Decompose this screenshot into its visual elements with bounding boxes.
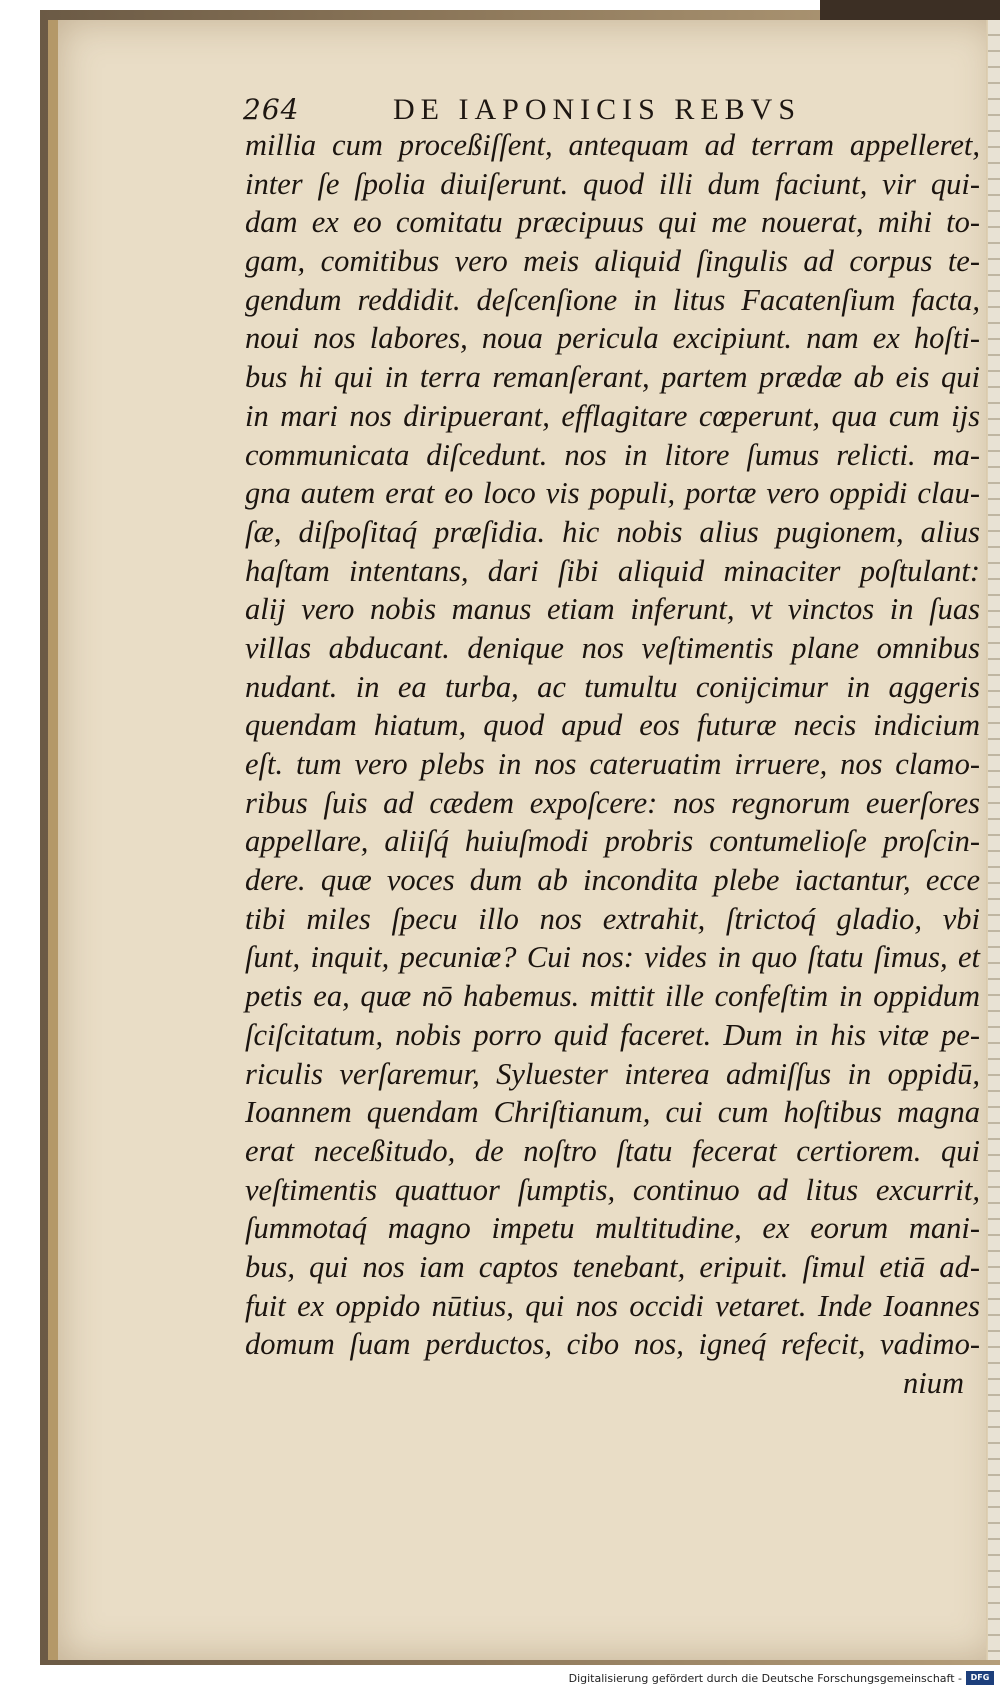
text-line: riculis verſaremur, Syluester interea admiſſus in oppidū, xyxy=(245,1056,980,1091)
text-line: gam, comitibus vero meis aliquid ſingulis ad corpus te- xyxy=(245,244,980,279)
text-line: noui nos labores, noua pericula excipiunt. nam ex hoſti- xyxy=(245,321,980,356)
text-line: domum ſuam perductos, cibo nos, igneq́ refecit, vadimo- xyxy=(245,1327,980,1362)
running-head: DE IAPONICIS REBVS xyxy=(393,93,802,126)
text-line: petis ea, quæ nō habemus. mittit ille confeſtim in oppidum xyxy=(245,979,980,1014)
text-line: tibi miles ſpecu illo nos extrahit, ſtrictoq́ gladio, vbi xyxy=(245,901,980,936)
text-line: inter ſe ſpolia diuiſerunt. quod illi dum faciunt, vir qui- xyxy=(245,166,980,201)
page-number: 264 xyxy=(243,93,300,126)
text-line: gendum reddidit. deſcenſione in litus Facatenſium facta, xyxy=(245,282,980,317)
text-line: dere. quæ voces dum ab incondita plebe iactantur, ecce xyxy=(245,863,980,898)
text-line: erat neceßitudo, de noſtro ſtatu fecerat certiorem. qui xyxy=(245,1133,980,1168)
text-line: bus hi qui in terra remanſerant, partem prædæ ab eis qui xyxy=(245,360,980,395)
body-text xyxy=(245,126,980,1403)
text-line: ſummotaq́ magno impetu multitudine, ex eorum mani- xyxy=(245,1211,980,1246)
text-line: ſunt, inquit, pecuniæ? Cui nos: vides in quo ſtatu ſimus, et xyxy=(245,940,980,975)
text-line: eſt. tum vero plebs in nos cateruatim irruere, nos clamo- xyxy=(245,747,980,781)
text-line: alij vero nobis manus etiam inferunt, vt vinctos in ſuas xyxy=(245,592,980,627)
text-line: millia cum proceßiſſent, antequam ad terram appelleret, xyxy=(245,128,980,162)
text-line: veſtimentis quattuor ſumptis, continuo ad litus excurrit, xyxy=(245,1172,980,1207)
dfg-logo-icon: DFG xyxy=(966,1671,994,1685)
text-line: fuit ex oppido nūtius, qui nos occidi vetaret. Inde Ioannes xyxy=(245,1288,980,1323)
text-line: ſæ, diſpoſitaq́ præſidia. hic nobis alius pugionem, alius xyxy=(245,514,980,549)
text-line: gna autem erat eo loco vis populi, portæ vero oppidi clau- xyxy=(245,476,980,511)
text-line: bus, qui nos iam captos tenebant, eripuit. ſimul etiā ad- xyxy=(245,1249,980,1284)
text-line: Ioannem quendam Chriſtianum, cui cum hoſtibus magna xyxy=(245,1095,980,1130)
text-line: appellare, aliiſq́ huiuſmodi probris contumelioſe proſcin- xyxy=(245,824,980,859)
text-line: communicata diſcedunt. nos in litore ſumus relicti. ma- xyxy=(245,437,980,472)
text-line: ribus ſuis ad cædem expoſcere: nos regnorum euerſores xyxy=(245,785,980,820)
page-stack-edge xyxy=(988,20,1000,1660)
text-line: haſtam intentans, dari ſibi aliquid minaciter poſtulant: xyxy=(245,553,980,588)
catchword: nium xyxy=(903,1366,964,1400)
text-line: nudant. in ea turba, ac tumultu conijcimur in aggeris xyxy=(245,669,980,704)
funding-credit: Digitalisierung gefördert durch die Deutsche Forschungsgemeinschaft - xyxy=(568,1672,962,1685)
text-line: in mari nos diripuerant, efflagitare cœperunt, qua cum ijs xyxy=(245,398,980,433)
digitization-footer xyxy=(0,1668,1000,1692)
text-line: dam ex eo comitatu præcipuus qui me nouerat, mihi to- xyxy=(245,205,980,240)
text-line: quendam hiatum, quod apud eos futuræ necis indicium xyxy=(245,708,980,743)
text-line: ſciſcitatum, nobis porro quid faceret. Dum in his vitæ pe- xyxy=(245,1017,980,1052)
text-line: villas abducant. denique nos veſtimentis plane omnibus xyxy=(245,630,980,665)
